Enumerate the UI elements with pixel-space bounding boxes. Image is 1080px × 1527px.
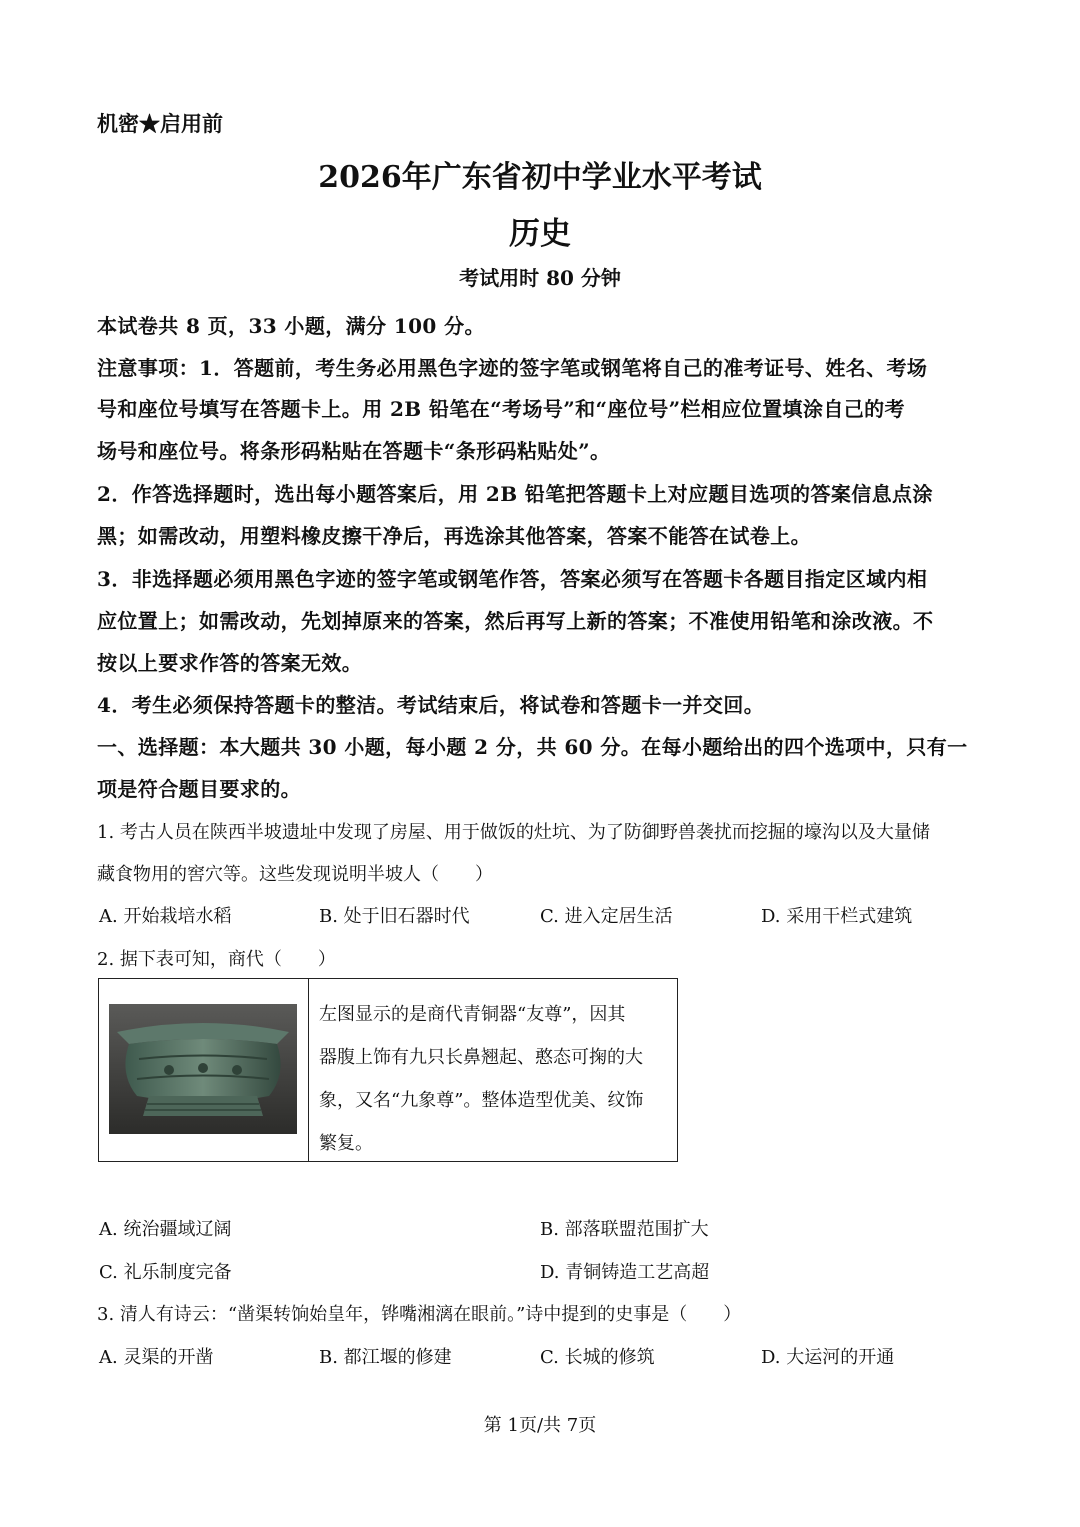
q3-option-b: B. 都江堰的修建 — [319, 1347, 452, 1368]
section-heading: 一、选择题：本大题共 30 小题，每小题 2 分，共 60 分。在每小题给出的四个选项中，只有一 — [97, 735, 968, 759]
confidential-mark: 机密★启用前 — [97, 111, 223, 136]
table-text-line: 象，又名“九象尊”。整体造型优美、纹饰 — [319, 1090, 644, 1111]
q1-option-d: D. 采用干栏式建筑 — [761, 906, 913, 927]
notes-line: 3．非选择题必须用黑色字迹的签字笔或钢笔作答，答案必须写在答题卡各题目指定区域内相 — [97, 567, 928, 591]
table-text-line: 繁复。 — [319, 1133, 373, 1154]
q1-option-b: B. 处于旧石器时代 — [319, 906, 470, 927]
q3-stem: 3. 清人有诗云：“凿渠转饷始皇年，铧嘴湘漓在眼前。”诗中提到的史事是（ ） — [97, 1304, 742, 1325]
q1-option-c: C. 进入定居生活 — [540, 906, 673, 927]
q1-option-a: A. 开始栽培水稻 — [99, 906, 232, 927]
q2-table-text — [309, 979, 677, 1161]
table-text-line: 器腹上饰有九只长鼻翘起、憨态可掬的大 — [319, 1047, 643, 1068]
notes-line: 号和座位号填写在答题卡上。用 2B 铅笔在“考场号”和“座位号”栏相应位置填涂自己的考 — [97, 397, 905, 421]
exam-title: 2026年广东省初中学业水平考试 — [318, 160, 762, 195]
q2-option-d: D. 青铜铸造工艺高超 — [540, 1262, 710, 1283]
notes-line: 2．作答选择题时，选出每小题答案后，用 2B 铅笔把答题卡上对应题目选项的答案信息点涂 — [97, 482, 933, 506]
exam-intro: 本试卷共 8 页，33 小题，满分 100 分。 — [97, 314, 485, 338]
q2-option-a: A. 统治疆域辽阔 — [99, 1219, 232, 1240]
q1-stem: 1. 考古人员在陕西半坡遗址中发现了房屋、用于做饭的灶坑、为了防御野兽袭扰而挖掘的壕沟以及大量储 — [97, 822, 930, 843]
exam-subject: 历史 — [509, 216, 571, 252]
q2-table — [98, 978, 678, 1162]
bronze-vessel-image — [109, 1004, 297, 1134]
q2-stem: 2. 据下表可知，商代（ ） — [97, 949, 336, 970]
notes-line: 注意事项：1．答题前，考生务必用黑色字迹的签字笔或钢笔将自己的准考证号、姓名、考场 — [97, 356, 928, 380]
table-text-line: 左图显示的是商代青铜器“友尊”，因其 — [319, 1004, 626, 1025]
notes-line: 按以上要求作答的答案无效。 — [97, 651, 363, 675]
page-footer: 第 1页/共 7页 — [483, 1415, 597, 1436]
q2-option-c: C. 礼乐制度完备 — [99, 1262, 232, 1283]
notes-line: 场号和座位号。将条形码粘贴在答题卡“条形码粘贴处”。 — [97, 439, 611, 463]
section-heading: 项是符合题目要求的。 — [97, 777, 301, 801]
notes-line: 4．考生必须保持答题卡的整洁。考试结束后，将试卷和答题卡一并交回。 — [97, 693, 765, 717]
q1-stem: 藏食物用的窖穴等。这些发现说明半坡人（ ） — [97, 864, 493, 885]
q3-option-c: C. 长城的修筑 — [540, 1347, 655, 1368]
q3-option-a: A. 灵渠的开凿 — [99, 1347, 214, 1368]
q2-option-b: B. 部落联盟范围扩大 — [540, 1219, 709, 1240]
notes-line: 黑；如需改动，用塑料橡皮擦干净后，再选涂其他答案，答案不能答在试卷上。 — [97, 524, 811, 548]
q3-option-d: D. 大运河的开通 — [761, 1347, 895, 1368]
notes-line: 应位置上；如需改动，先划掉原来的答案，然后再写上新的答案；不准使用铅笔和涂改液。不 — [97, 609, 934, 633]
bronze-vessel-image-cell — [99, 979, 309, 1161]
exam-duration: 考试用时 80 分钟 — [459, 266, 621, 290]
